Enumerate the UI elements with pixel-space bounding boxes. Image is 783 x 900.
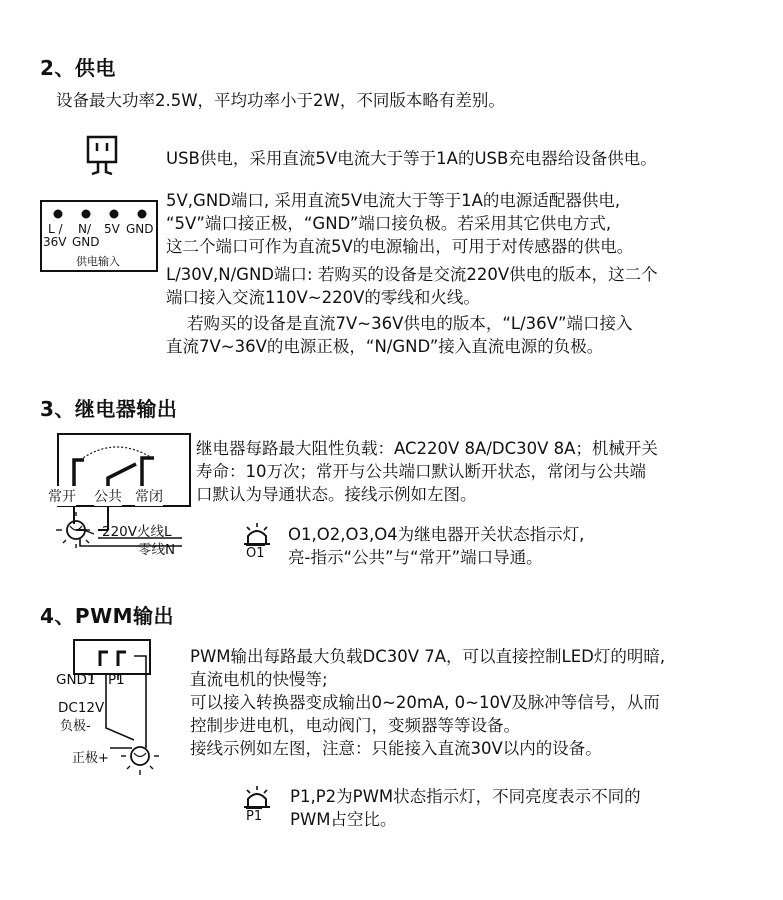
- section4-indicator-line-2: PWM占空比。: [290, 810, 397, 829]
- section4-line-4: 控制步进电机，电动阀门，变频器等等设备。: [190, 716, 520, 735]
- section3-line-1: 继电器每路最大阻性负载：AC220V 8A/DC30V 8A；机械开关: [196, 439, 658, 458]
- usb-plug-icon: [84, 134, 120, 180]
- usb-power-text: USB供电，采用直流5V电流大于等于1A的USB充电器给设备供电。: [166, 149, 657, 168]
- section2-intro: 设备最大功率2.5W，平均功率小于2W，不同版本略有差别。: [56, 91, 505, 110]
- section4-heading: 4、PWM输出: [40, 604, 175, 628]
- relay-label-neutral: 零线N: [138, 542, 176, 558]
- terminal-label-36v: 36V: [43, 235, 67, 249]
- section2-line-2: “5V”端口接正极，“GND”端口接负极。若采用其它供电方式,: [166, 214, 612, 233]
- section2-line-4: L/30V,N/GND端口: 若购买的设备是交流220V供电的版本，这二个: [166, 265, 658, 284]
- relay-label-normally-closed: 常闭: [135, 486, 163, 506]
- pwm-label-positive: 正极+: [72, 751, 109, 766]
- pwm-indicator-led-icon: [242, 785, 272, 809]
- section2-line-6: 若购买的设备是直流7V~36V供电的版本，“L/36V”端口接入: [166, 314, 633, 333]
- section3-line-2: 寿命：10万次；常开与公共端口默认断开状态，常闭与公共端: [196, 462, 646, 481]
- pwm-label-p1: P1: [108, 672, 125, 688]
- pwm-label-gnd1: GND1: [56, 672, 96, 688]
- section4-line-3: 可以接入转换器变成输出0~20mA, 0~10V及脉冲等信号，从而: [190, 693, 660, 712]
- section4-line-5: 接线示例如左图，注意：只能接入直流30V以内的设备。: [190, 739, 602, 758]
- section4-line-1: PWM输出每路最大负载DC30V 7A，可以直接控制LED灯的明暗,: [190, 647, 666, 666]
- section3-indicator-line-1: O1,O2,O3,O4为继电器开关状态指示灯,: [288, 525, 585, 544]
- section2-line-1: 5V,GND端口, 采用直流5V电流大于等于1A的电源适配器供电,: [166, 191, 621, 210]
- terminal-caption: 供电输入: [76, 255, 120, 268]
- pwm-label-dc12v: DC12V: [58, 700, 105, 716]
- section2-line-5: 端口接入交流110V~220V的零线和火线。: [166, 288, 480, 307]
- section4-indicator-line-1: P1,P2为PWM状态指示灯，不同亮度表示不同的: [290, 787, 641, 806]
- terminal-label-gnd2: GND: [72, 235, 100, 249]
- terminal-label-5v: 5V: [104, 222, 120, 236]
- section2-line-3: 这二个端口可作为直流5V的电源输出，可用于对传感器的供电。: [166, 237, 634, 256]
- relay-label-normally-open: 常开: [48, 486, 76, 506]
- section3-line-3: 口默认为导通状态。接线示例如左图。: [196, 485, 477, 504]
- section3-heading: 3、继电器输出: [40, 397, 178, 421]
- power-terminal-block: [40, 200, 158, 272]
- section3-indicator-line-2: 亮-指示“公共”与“常开”端口导通。: [288, 548, 543, 567]
- section2-line-7: 直流7V~36V的电源正极，“N/GND”接入直流电源的负极。: [166, 337, 604, 356]
- section4-line-2: 直流电机的快慢等;: [190, 670, 328, 689]
- terminal-label-n: N/: [78, 222, 92, 236]
- indicator-led-icon: [242, 522, 272, 546]
- pwm-label-negative: 负极-: [60, 719, 91, 734]
- terminal-label-l: L /: [48, 222, 63, 236]
- indicator-o1-label: O1: [246, 546, 265, 561]
- section2-heading: 2、供电: [40, 56, 116, 80]
- relay-label-live: 220V火线L: [102, 524, 172, 540]
- relay-label-common: 公共: [94, 486, 122, 506]
- terminal-label-gnd: GND: [126, 222, 154, 236]
- indicator-p1-label: P1: [246, 809, 263, 824]
